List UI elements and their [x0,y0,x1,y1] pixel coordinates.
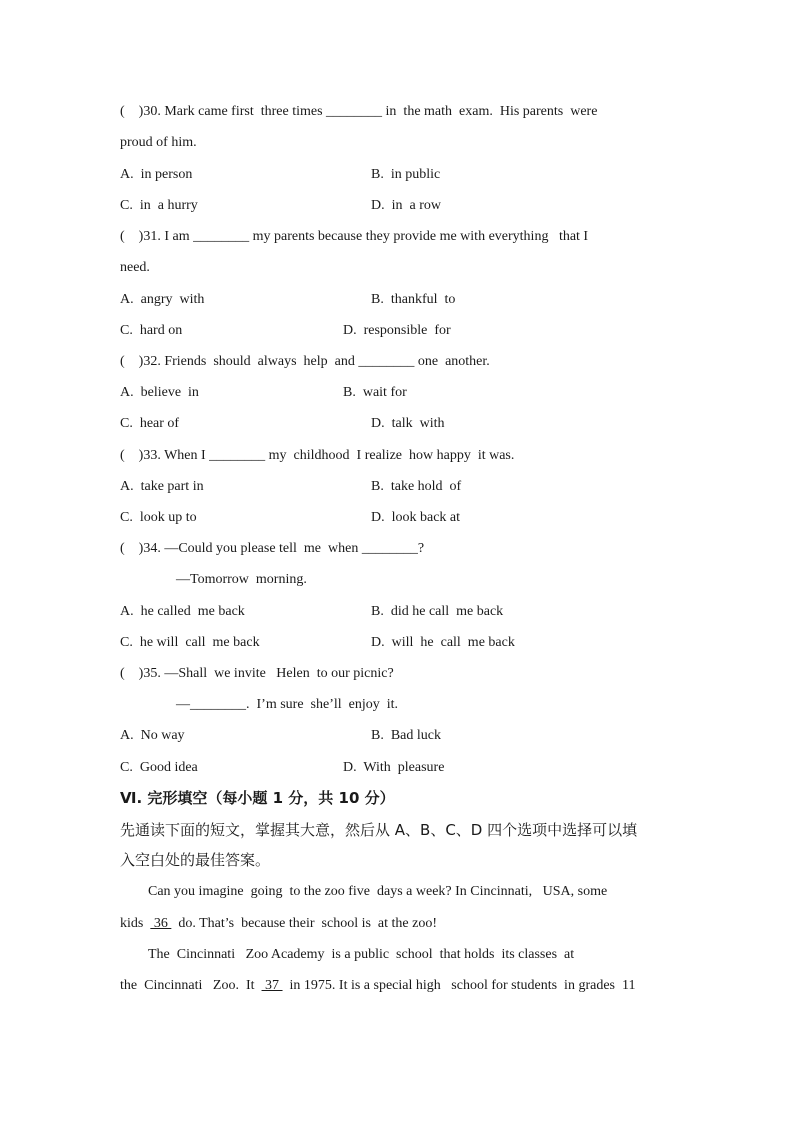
passage-text: kids [120,916,151,931]
passage-text: in 1975. It is a special high school for students in grades 11 [282,978,636,993]
question-34-option-c: C. he will call me back [120,635,260,650]
question-30-stem-line2: proud of him. [120,135,197,150]
question-30-option-d: D. in a row [371,198,441,213]
question-34-dialog-reply: —Tomorrow morning. [176,572,307,587]
passage-paragraph1-line2 [120,914,437,934]
question-30-option-c: C. in a hurry [120,198,198,213]
blank-37: 37 [261,978,283,993]
question-34-option-b: B. did he call me back [371,604,504,619]
question-31-option-d: D. responsible for [343,323,451,338]
passage-paragraph1-line1: Can you imagine going to the zoo five days a week? In Cincinnati, USA, some [148,884,608,899]
question-33-option-c: C. look up to [120,510,197,525]
question-35-option-b: B. Bad luck [371,728,441,743]
question-30-stem-line1: ( )30. Mark came first three times ________ in the math exam. His parents were [120,104,598,119]
question-35-stem: ( )35. —Shall we invite Helen to our picnic? [120,666,394,681]
question-30-option-b: B. in public [371,167,441,182]
question-33-option-d: D. look back at [371,510,461,525]
passage-paragraph2-line1: The Cincinnati Zoo Academy is a public school that holds its classes at [148,947,575,962]
question-34-option-a: A. he called me back [120,604,245,619]
question-32-option-a: A. believe in [120,385,199,400]
question-34-option-d: D. will he call me back [371,635,515,650]
question-32-option-c: C. hear of [120,416,180,431]
question-32-option-b: B. wait for [343,385,407,400]
question-30-option-a: A. in person [120,167,193,182]
section-instruction-line2: 入空白处的最佳答案。 [120,851,271,869]
question-32-option-d: D. talk with [371,416,445,431]
question-31-stem-line2: need. [120,260,150,275]
question-31-option-c: C. hard on [120,323,183,338]
question-33-option-b: B. take hold of [371,479,462,494]
question-31-option-b: B. thankful to [371,292,456,307]
question-33-stem: ( )33. When I ________ my childhood I realize how happy it was. [120,448,515,463]
question-33-option-a: A. take part in [120,479,204,494]
question-31-option-a: A. angry with [120,292,205,307]
question-31-stem-line1: ( )31. I am ________ my parents because they provide me with everything that I [120,229,589,244]
question-32-stem: ( )32. Friends should always help and ________ one another. [120,354,490,369]
question-35-dialog-reply: —________. I’m sure she’ll enjoy it. [176,697,399,712]
question-34-stem: ( )34. —Could you please tell me when ________? [120,541,425,556]
blank-36: 36 [150,916,172,931]
passage-text: do. That’s because their school is at the zoo! [171,916,438,931]
section-instruction-line1: 先通读下面的短文，掌握其大意，然后从 A、B、C、D 四个选项中选择可以填 [120,821,638,839]
passage-text: the Cincinnati Zoo. It [120,978,262,993]
question-35-option-c: C. Good idea [120,760,198,775]
passage-paragraph2-line2 [120,976,635,996]
section-heading: Ⅵ. 完形填空（每小题 1 分，共 10 分） [120,789,395,807]
question-35-option-d: D. With pleasure [343,760,445,775]
question-35-option-a: A. No way [120,728,185,743]
